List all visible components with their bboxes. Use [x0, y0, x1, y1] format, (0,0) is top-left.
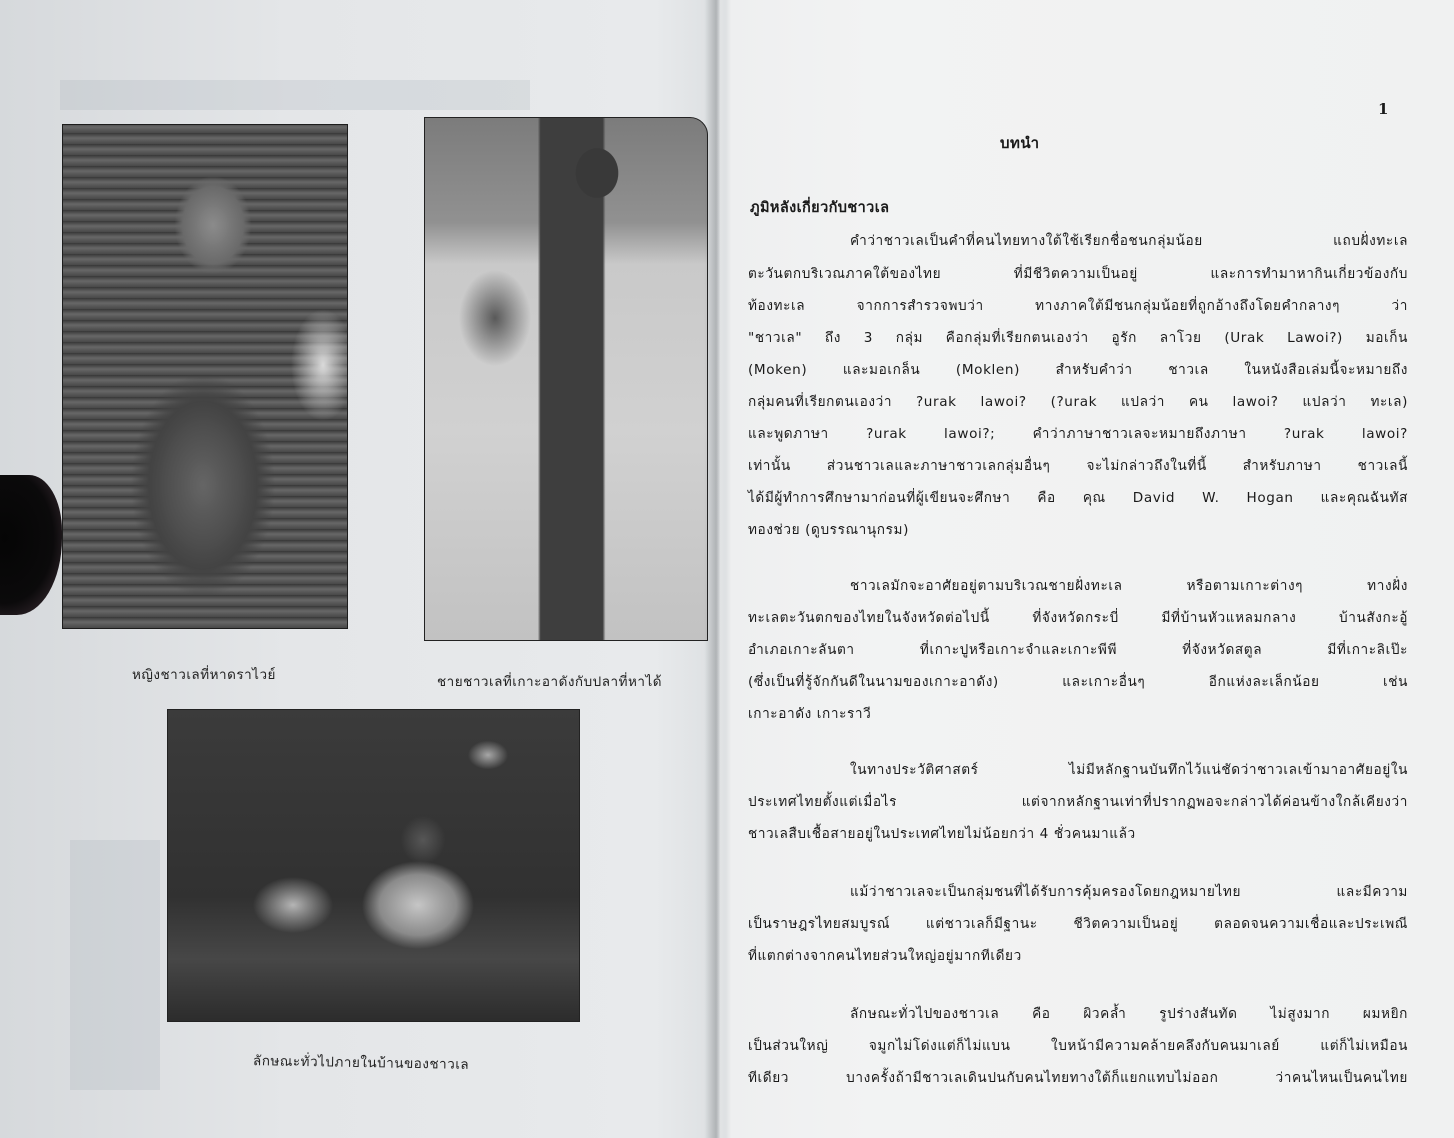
paragraph-1-line-5: (Moken) และมอเกล็น (Moklen) สำหรับคำว่า ชาวเล ในหนังสือเล่มนี้จะหมายถึง: [748, 362, 1408, 378]
paragraph-5-line-3: ทีเดียว บางครั้งถ้ามีชาวเลเดินปนกับคนไทยทางใต้ก็แยกแทบไม่ออก ว่าคนไหนเป็นคนไทย: [748, 1070, 1408, 1086]
paragraph-2-line-5: เกาะอาดัง เกาะราวี: [748, 706, 872, 722]
paragraph-2-line-2: ทะเลตะวันตกของไทยในจังหวัดต่อไปนี้ ที่จังหวัดกระบี่ มีที่บ้านหัวแหลมกลาง บ้านสังกะอู้: [748, 610, 1408, 626]
photo-man-with-fish: [424, 117, 708, 641]
paragraph-1-line-2: ตะวันตกบริเวณภาคใต้ของไทย ที่มีชีวิตความเป็นอยู่ และการทำมาหากินเกี่ยวข้องกับ: [748, 266, 1408, 282]
book-gutter: [704, 0, 726, 1138]
paragraph-5-line-1: ลักษณะทั่วไปของชาวเล คือ ผิวคล้ำ รูปร่างสันทัด ไม่สูงมาก ผมหยิก: [850, 1006, 1408, 1022]
caption-interior: ลักษณะทั่วไปภายในบ้านของชาวเล: [252, 1053, 470, 1073]
paragraph-2-line-1: ชาวเลมักจะอาศัยอยู่ตามบริเวณชายฝั่งทะเล หรือตามเกาะต่างๆ ทางฝั่ง: [850, 578, 1408, 594]
paragraph-3-line-2: ประเทศไทยตั้งแต่เมื่อไร แต่จากหลักฐานเท่าที่ปรากฏพอจะกล่าวได้ค่อนข้างใกล้เคียงว่า: [748, 794, 1408, 810]
paragraph-1-line-9: ได้มีผู้ทำการศึกษามาก่อนที่ผู้เขียนจะศึกษา คือ คุณ David W. Hogan และคุณฉันทัส: [748, 490, 1408, 506]
paragraph-1-line-8: เท่านั้น ส่วนชาวเลและภาษาชาวเลกลุ่มอื่นๆ จะไม่กล่าวถึงในที่นี้ สำหรับภาษา ชาวเลนี้: [748, 458, 1408, 474]
left-page: [0, 0, 716, 1138]
paragraph-4-line-1: แม้ว่าชาวเลจะเป็นกลุ่มชนที่ได้รับการคุ้มครองโดยกฎหมายไทย และมีความ: [850, 884, 1408, 900]
caption-woman: หญิงชาวเลที่หาดราไวย์: [132, 667, 276, 683]
paragraph-5-line-2: เป็นส่วนใหญ่ จมูกไม่โด่งแต่ก็ไม่แบน ใบหน้ามีความคล้ายคลึงกับคนมาเลย์ แต่ก็ไม่เหมือน: [748, 1038, 1408, 1054]
caption-man: ชายชาวเลที่เกาะอาดังกับปลาที่หาได้: [437, 674, 663, 690]
paragraph-1-line-1: คำว่าชาวเลเป็นคำที่คนไทยทางใต้ใช้เรียกชื่อชนกลุ่มน้อย แถบฝั่งทะเล: [850, 233, 1408, 249]
section-heading: ภูมิหลังเกี่ยวกับชาวเล: [750, 200, 890, 216]
paragraph-2-line-3: อำเภอเกาะลันตา ที่เกาะปูหรือเกาะจำและเกาะพีพี ที่จังหวัดสตูล มีที่เกาะลิเป๊ะ: [748, 642, 1408, 658]
paragraph-2-line-4: (ซึ่งเป็นที่รู้จักกันดีในนามของเกาะอาดัง) และเกาะอื่นๆ อีกแห่งละเล็กน้อย เช่น: [748, 674, 1408, 690]
scanner-thumb-shadow: [0, 475, 62, 615]
photo-woman-portrait: [62, 124, 348, 629]
paragraph-4-line-3: ที่แตกต่างจากคนไทยส่วนใหญ่อยู่มากทีเดียว: [748, 948, 1022, 964]
show-through-bleed: [70, 840, 160, 1090]
chapter-title: บทนำ: [1000, 134, 1040, 152]
paragraph-4-line-2: เป็นราษฎรไทยสมบูรณ์ แต่ชาวเลก็มีฐานะ ชีวิตความเป็นอยู่ ตลอดจนความเชื่อและประเพณี: [748, 916, 1408, 932]
paragraph-3-line-1: ในทางประวัติศาสตร์ ไม่มีหลักฐานบันทึกไว้แน่ชัดว่าชาวเลเข้ามาอาศัยอยู่ใน: [850, 762, 1408, 778]
paragraph-1-line-6: กลุ่มคนที่เรียกตนเองว่า ?urak lawoi? (?urak แปลว่า คน lawoi? แปลว่า ทะเล): [748, 394, 1408, 410]
paragraph-1-line-4: "ชาวเล" ถึง 3 กลุ่ม คือกลุ่มที่เรียกตนเองว่า อูรัก ลาโวย (Urak Lawoi?) มอเก็น: [748, 330, 1408, 346]
page-number: 1: [1378, 100, 1389, 118]
paragraph-1-line-7: และพูดภาษา ?urak lawoi?; คำว่าภาษาชาวเลจะหมายถึงภาษา ?urak lawoi?: [748, 426, 1408, 442]
paragraph-1-line-10: ทองช่วย (ดูบรรณานุกรม): [748, 522, 910, 538]
photo-house-interior: [167, 709, 580, 1022]
paragraph-3-line-3: ชาวเลสืบเชื้อสายอยู่ในประเทศไทยไม่น้อยกว่า 4 ชั่วคนมาแล้ว: [748, 826, 1136, 842]
show-through-bleed: [60, 80, 530, 110]
paragraph-1-line-3: ท้องทะเล จากการสำรวจพบว่า ทางภาคใต้มีชนกลุ่มน้อยที่ถูกอ้างถึงโดยคำกลางๆ ว่า: [748, 298, 1408, 314]
